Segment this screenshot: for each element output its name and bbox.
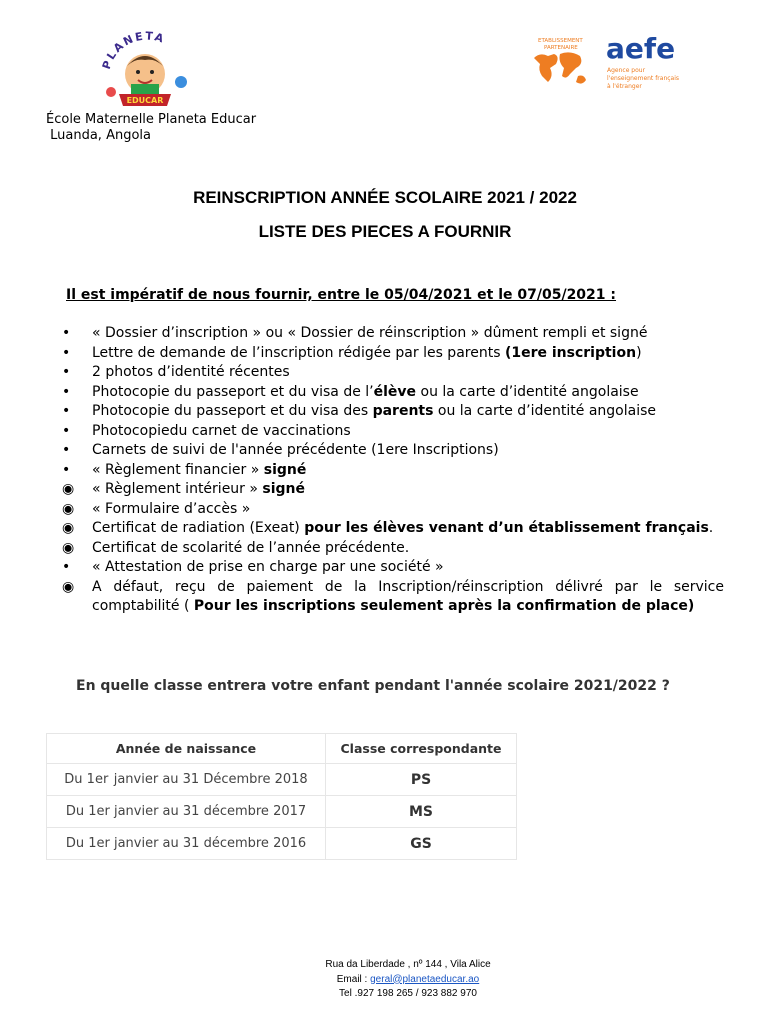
bullet-icon: ◉	[62, 500, 75, 517]
item-text: A défaut, reçu de paiement de la Inscription/réinscription délivré par le service comptabilité (	[92, 578, 724, 614]
item-text: « Attestation de prise en charge par une société »	[92, 559, 444, 575]
bullet-icon: ◉	[62, 578, 75, 595]
list-item	[62, 519, 724, 539]
table-row	[47, 796, 517, 828]
school-info	[46, 112, 256, 144]
bullet-icon: •	[62, 559, 71, 575]
document-title: REINSCRIPTION ANNÉE SCOLAIRE 2021 / 2022	[193, 188, 577, 207]
bullet-icon: •	[62, 442, 71, 458]
birth-range-cell: Du 1er janvier au 31 décembre 2017	[47, 796, 326, 828]
aefe-tagline-2: l'enseignement français	[607, 75, 680, 82]
planeta-educar-logo	[95, 22, 195, 110]
aefe-tagline-1: Agence pour	[607, 67, 646, 74]
documents-list	[62, 324, 724, 617]
item-text: Certificat de scolarité de l’année précédente.	[92, 539, 410, 556]
list-item	[62, 461, 724, 481]
item-text: )	[636, 344, 642, 361]
footer-email-link[interactable]: geral@planetaeducar.ao	[370, 973, 480, 985]
item-text: ou la carte d’identité angolaise	[416, 383, 639, 400]
bullet-icon: ◉	[62, 520, 75, 536]
emphasis-text: pour les élèves venant d’un établissement français	[304, 520, 709, 536]
item-text: .	[708, 520, 714, 536]
footer-address: Rua da Liberdade , nº 144 , Vila Alice	[325, 959, 491, 970]
item-text: « Dossier d’inscription » ou « Dossier de réinscription » dûment rempli et signé	[92, 325, 648, 341]
bullet-icon: •	[62, 422, 71, 439]
item-text: Lettre de demande de l’inscription rédigée par les parents	[92, 344, 505, 361]
table-header-row	[47, 734, 517, 764]
school-location: Luanda, Angola	[46, 128, 151, 143]
list-item	[62, 324, 724, 344]
aefe-logo-graphic	[530, 30, 690, 94]
class-cell: GS	[326, 828, 517, 860]
class-question: En quelle classe entrera votre enfant pendant l'année scolaire 2021/2022 ?	[76, 678, 670, 694]
aefe-logo	[530, 30, 690, 94]
bullet-icon: •	[62, 383, 71, 400]
list-item	[62, 558, 724, 578]
list-item	[62, 539, 724, 559]
list-item	[62, 383, 724, 403]
footer-phone: Tel .927 198 265 / 923 882 970	[339, 988, 477, 999]
table-row	[47, 828, 517, 860]
aefe-brand-text: aefe	[606, 32, 676, 65]
footer-email-label: Email :	[336, 973, 371, 985]
aefe-small-text-1: ETABLISSEMENT	[538, 38, 583, 44]
birth-range-cell: Du 1er janvier au 31 Décembre 2018	[47, 764, 326, 796]
intro-deadline: Il est impératif de nous fournir, entre le 05/04/2021 et le 07/05/2021 :	[66, 287, 617, 303]
world-map-icon	[534, 52, 586, 83]
bullet-icon: •	[62, 364, 71, 380]
list-item	[62, 578, 724, 617]
table-row	[47, 764, 517, 796]
bullet-icon: •	[62, 325, 71, 341]
item-text: « Formulaire d’accès »	[92, 500, 251, 517]
item-text: ou la carte d’identité angolaise	[433, 403, 656, 419]
list-item	[62, 500, 724, 520]
list-item	[62, 480, 724, 500]
emphasis-text: Pour les inscriptions seulement après la confirmation de place)	[193, 598, 695, 614]
item-text: 2 photos d’identité récentes	[92, 364, 290, 380]
class-cell: MS	[326, 796, 517, 828]
bullet-icon: ◉	[62, 481, 75, 497]
list-item	[62, 441, 724, 461]
list-item	[62, 344, 724, 364]
list-item	[62, 422, 724, 442]
item-text: « Règlement intérieur »	[92, 481, 263, 497]
emphasis-text: parents	[372, 403, 434, 419]
logo-arc-text: PLANETA	[99, 29, 168, 71]
emphasis-text: signé	[263, 461, 307, 478]
bullet-icon: •	[62, 461, 71, 478]
footer	[0, 958, 770, 1002]
logo-ribbon-text: EDUCAR	[126, 96, 164, 105]
item-text: Photocopiedu carnet de vaccinations	[92, 422, 351, 439]
emphasis-text: signé	[262, 481, 306, 497]
birth-range-cell: Du 1er janvier au 31 décembre 2016	[47, 828, 326, 860]
class-table	[46, 733, 517, 860]
list-item	[62, 402, 724, 422]
planeta-educar-logo-graphic	[95, 22, 195, 110]
header-birth-year: Année de naissance	[47, 734, 326, 764]
document-subtitle: LISTE DES PIECES A FOURNIR	[258, 222, 512, 241]
item-text: « Règlement financier »	[92, 461, 264, 478]
school-name: École Maternelle Planeta Educar	[46, 112, 257, 127]
item-text: Photocopie du passeport et du visa des	[92, 403, 373, 419]
header-class: Classe correspondante	[326, 734, 517, 764]
emphasis-text: élève	[373, 383, 417, 400]
bullet-icon: ◉	[62, 539, 75, 556]
item-text: Photocopie du passeport et du visa de l’	[92, 383, 374, 400]
bullet-icon: •	[62, 403, 71, 419]
aefe-tagline-3: à l'étranger	[607, 83, 642, 90]
footer-email-line	[0, 973, 770, 988]
item-text: Carnets de suivi de l'année précédente (1ere Inscriptions)	[92, 442, 499, 458]
bullet-icon: •	[62, 344, 71, 361]
class-cell: PS	[326, 764, 517, 796]
emphasis-text: (1ere inscription	[504, 344, 637, 361]
item-text: Certificat de radiation (Exeat)	[92, 520, 305, 536]
list-item	[62, 363, 724, 383]
aefe-small-text-2: PARTENAIRE	[544, 45, 578, 51]
